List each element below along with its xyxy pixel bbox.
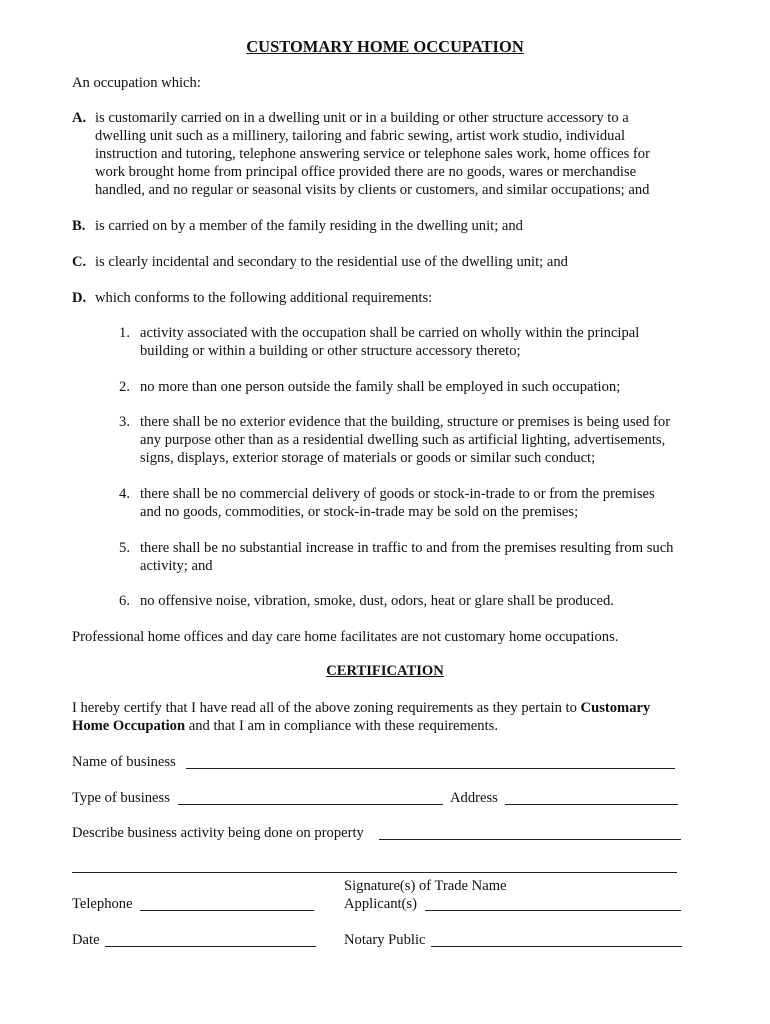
date-field[interactable]	[105, 946, 316, 947]
requirement-number: 2.	[119, 379, 130, 395]
certification-line-1	[72, 699, 650, 717]
certification-bold-text: Customary	[580, 700, 651, 716]
item-a-line: handled, and no regular or seasonal visits by clients or customers, and similar occupations; and	[95, 182, 650, 198]
certification-bold-text: Home Occupation	[72, 718, 186, 734]
item-letter: C.	[72, 254, 87, 270]
address-label: Address	[450, 790, 498, 806]
certification-text: and that I am in compliance with these requirements.	[185, 718, 498, 734]
item-c-line: is clearly incidental and secondary to the residential use of the dwelling unit; and	[95, 254, 568, 270]
item-d-line: which conforms to the following additional requirements:	[95, 290, 433, 306]
certification-heading: CERTIFICATION	[326, 663, 444, 679]
requirement-line: signs, displays, exterior storage of materials or goods or similar such conduct;	[140, 450, 596, 466]
requirement-number: 1.	[119, 325, 130, 341]
describe-activity-field-continued[interactable]	[72, 872, 677, 873]
notary-public-field[interactable]	[431, 946, 682, 947]
requirement-number: 4.	[119, 486, 130, 502]
telephone-field[interactable]	[140, 910, 314, 911]
item-a-line: work brought home from principal office provided there are no goods, wares or merchandise	[95, 164, 637, 180]
requirement-number: 6.	[119, 593, 130, 609]
requirement-line: and no goods, commodities, or stock-in-trade may be sold on the premises;	[140, 504, 579, 520]
type-of-business-field[interactable]	[178, 804, 443, 805]
date-label: Date	[72, 932, 100, 948]
describe-activity-field[interactable]	[379, 839, 681, 840]
intro-text: An occupation which:	[72, 75, 201, 91]
requirement-line: activity; and	[140, 558, 213, 574]
item-a-line: is customarily carried on in a dwelling unit or in a building or other structure accessory to a	[95, 110, 629, 126]
requirement-line: any purpose other than as a residential dwelling such as artificial lighting, advertisements,	[140, 432, 666, 448]
certification-line-2	[72, 717, 498, 735]
item-letter: B.	[72, 218, 86, 234]
requirement-line: no offensive noise, vibration, smoke, dust, odors, heat or glare shall be produced.	[140, 593, 614, 609]
name-of-business-field[interactable]	[186, 768, 675, 769]
requirement-line: building or within a building or other structure accessory thereto;	[140, 343, 521, 359]
note-text: Professional home offices and day care home facilitates are not customary home occupations.	[72, 629, 619, 645]
item-a-line: instruction and tutoring, telephone answering service or telephone sales work, home offices for	[95, 146, 650, 162]
notary-public-label: Notary Public	[344, 932, 426, 948]
certification-text: I hereby certify that I have read all of the above zoning requirements as they pertain to	[72, 700, 581, 716]
type-of-business-label: Type of business	[72, 790, 170, 806]
describe-activity-label: Describe business activity being done on property	[72, 825, 364, 841]
requirement-line: there shall be no commercial delivery of goods or stock-in-trade to or from the premises	[140, 486, 655, 502]
telephone-label: Telephone	[72, 896, 133, 912]
item-a-line: dwelling unit such as a millinery, tailoring and fabric sewing, artist work studio, individual	[95, 128, 626, 144]
requirement-line: activity associated with the occupation shall be carried on wholly within the principal	[140, 325, 640, 341]
item-letter: D.	[72, 290, 87, 306]
name-of-business-label: Name of business	[72, 754, 176, 770]
item-letter: A.	[72, 110, 87, 126]
applicant-label: Applicant(s)	[344, 896, 417, 912]
requirement-number: 5.	[119, 540, 130, 556]
signature-label: Signature(s) of Trade Name	[344, 878, 507, 894]
requirement-line: no more than one person outside the family shall be employed in such occupation;	[140, 379, 621, 395]
requirement-line: there shall be no exterior evidence that the building, structure or premises is being used for	[140, 414, 671, 430]
applicant-signature-field[interactable]	[425, 910, 681, 911]
requirement-line: there shall be no substantial increase in traffic to and from the premises resulting from such	[140, 540, 674, 556]
item-b-line: is carried on by a member of the family residing in the dwelling unit; and	[95, 218, 523, 234]
address-field[interactable]	[505, 804, 678, 805]
requirement-number: 3.	[119, 414, 130, 430]
page-title: CUSTOMARY HOME OCCUPATION	[246, 37, 524, 56]
